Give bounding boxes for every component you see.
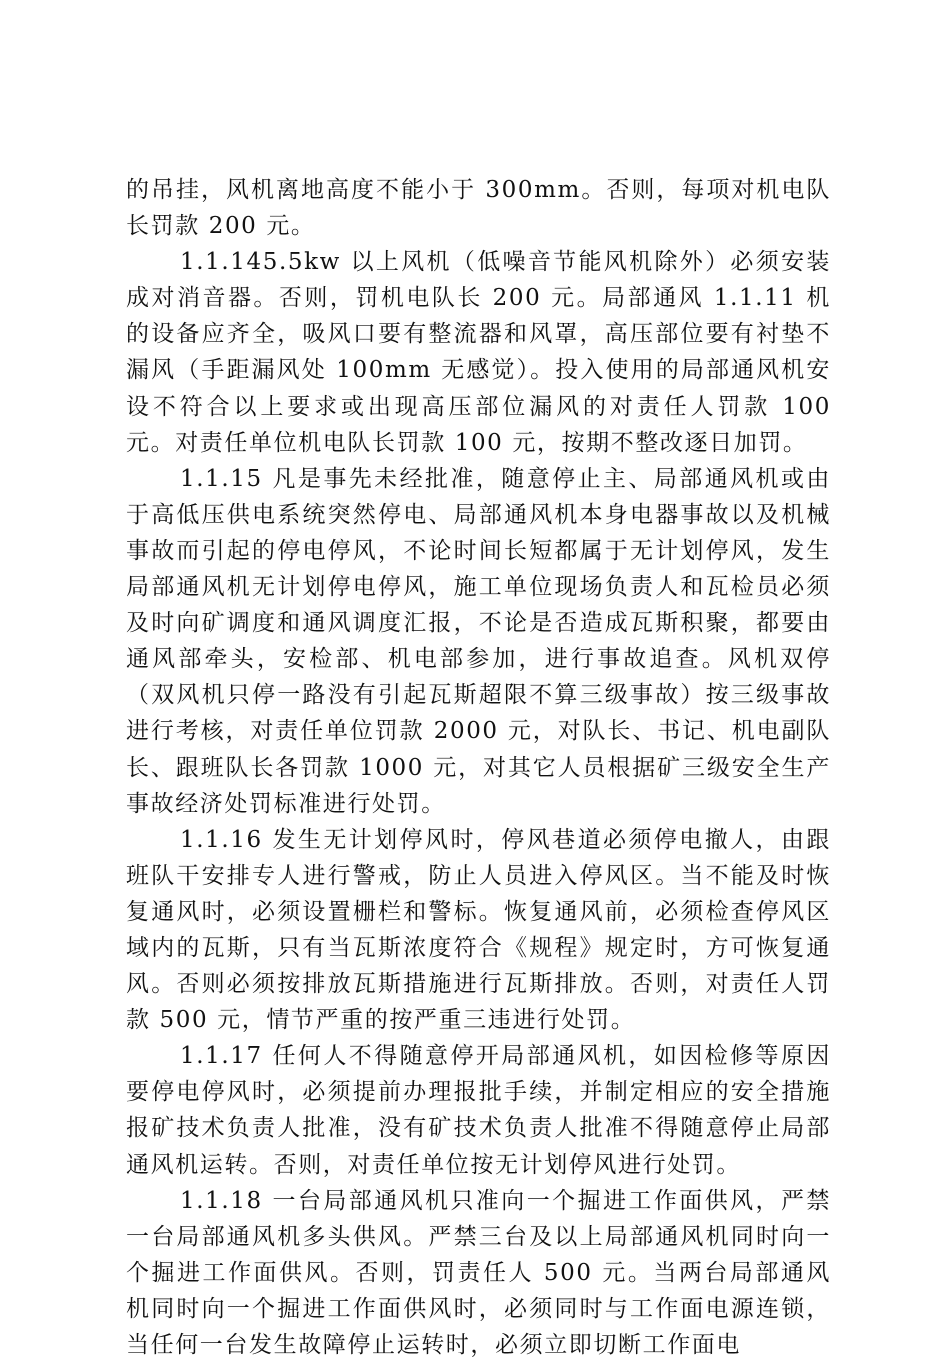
paragraph-continuation: 的吊挂，风机离地高度不能小于 300mm。否则，每项对机电队长罚款 200 元。 bbox=[126, 177, 831, 240]
paragraph-1-1-14: 1.1.145.5kw 以上风机（低噪音节能风机除外）必须安装成对消音器。否则，罚机电队长 200 元。局部通风 1.1.11 机的设备应齐全，吸风口要有整流器和风罩，高压部位要有衬垫不漏风（手距漏风处 100mm 无感觉）。投入使用的局部通风机安设不符合以上要求或出现高压部位漏风的对责任人罚款 100 元。对责任单位机电队长罚款 100 元，按期不整改逐日加罚。 bbox=[126, 249, 831, 456]
paragraph-1-1-17: 1.1.17 任何人不得随意停开局部通风机，如因检修等原因要停电停风时，必须提前办理报批手续，并制定相应的安全措施报矿技术负责人批准，没有矿技术负责人批准不得随意停止局部通风机运转。否则，对责任单位按无计划停风进行处罚。 bbox=[126, 1043, 831, 1178]
paragraph-1-1-16: 1.1.16 发生无计划停风时，停风巷道必须停电撤人，由跟班队干安排专人进行警戒，防止人员进入停风区。当不能及时恢复通风时，必须设置栅栏和警标。恢复通风前，必须检查停风区域内的瓦斯，只有当瓦斯浓度符合《规程》规定时，方可恢复通风。否则必须按排放瓦斯措施进行瓦斯排放。否则，对责任人罚款 500 元，情节严重的按严重三违进行处罚。 bbox=[126, 826, 831, 1034]
paragraph-1-1-18: 1.1.18 一台局部通风机只准向一个掘进工作面供风，严禁一台局部通风机多头供风。严禁三台及以上局部通风机同时向一个掘进工作面供风。否则，罚责任人 500 元。当两台局部通风机同时向一个掘进工作面供风时，必须同时与工作面电源连锁，当任何一台发生故障停止运转时，必须立即切断工作面电 bbox=[126, 1187, 831, 1358]
document-body bbox=[126, 172, 831, 1363]
paragraph-1-1-15: 1.1.15 凡是事先未经批准，随意停止主、局部通风机或由于高低压供电系统突然停电、局部通风机本身电器事故以及机械事故而引起的停电停风，不论时间长短都属于无计划停风，发生局部通风机无计划停电停风，施工单位现场负责人和瓦检员必须及时向矿调度和通风调度汇报，不论是否造成瓦斯积聚，都要由通风部牵头，安检部、机电部参加，进行事故追查。风机双停（双风机只停一路没有引起瓦斯超限不算三级事故）按三级事故进行考核，对责任单位罚款 2000 元，对队长、书记、机电副队长、跟班队长各罚款 1000 元，对其它人员根据矿三级安全生产事故经济处罚标准进行处罚。 bbox=[126, 465, 831, 817]
